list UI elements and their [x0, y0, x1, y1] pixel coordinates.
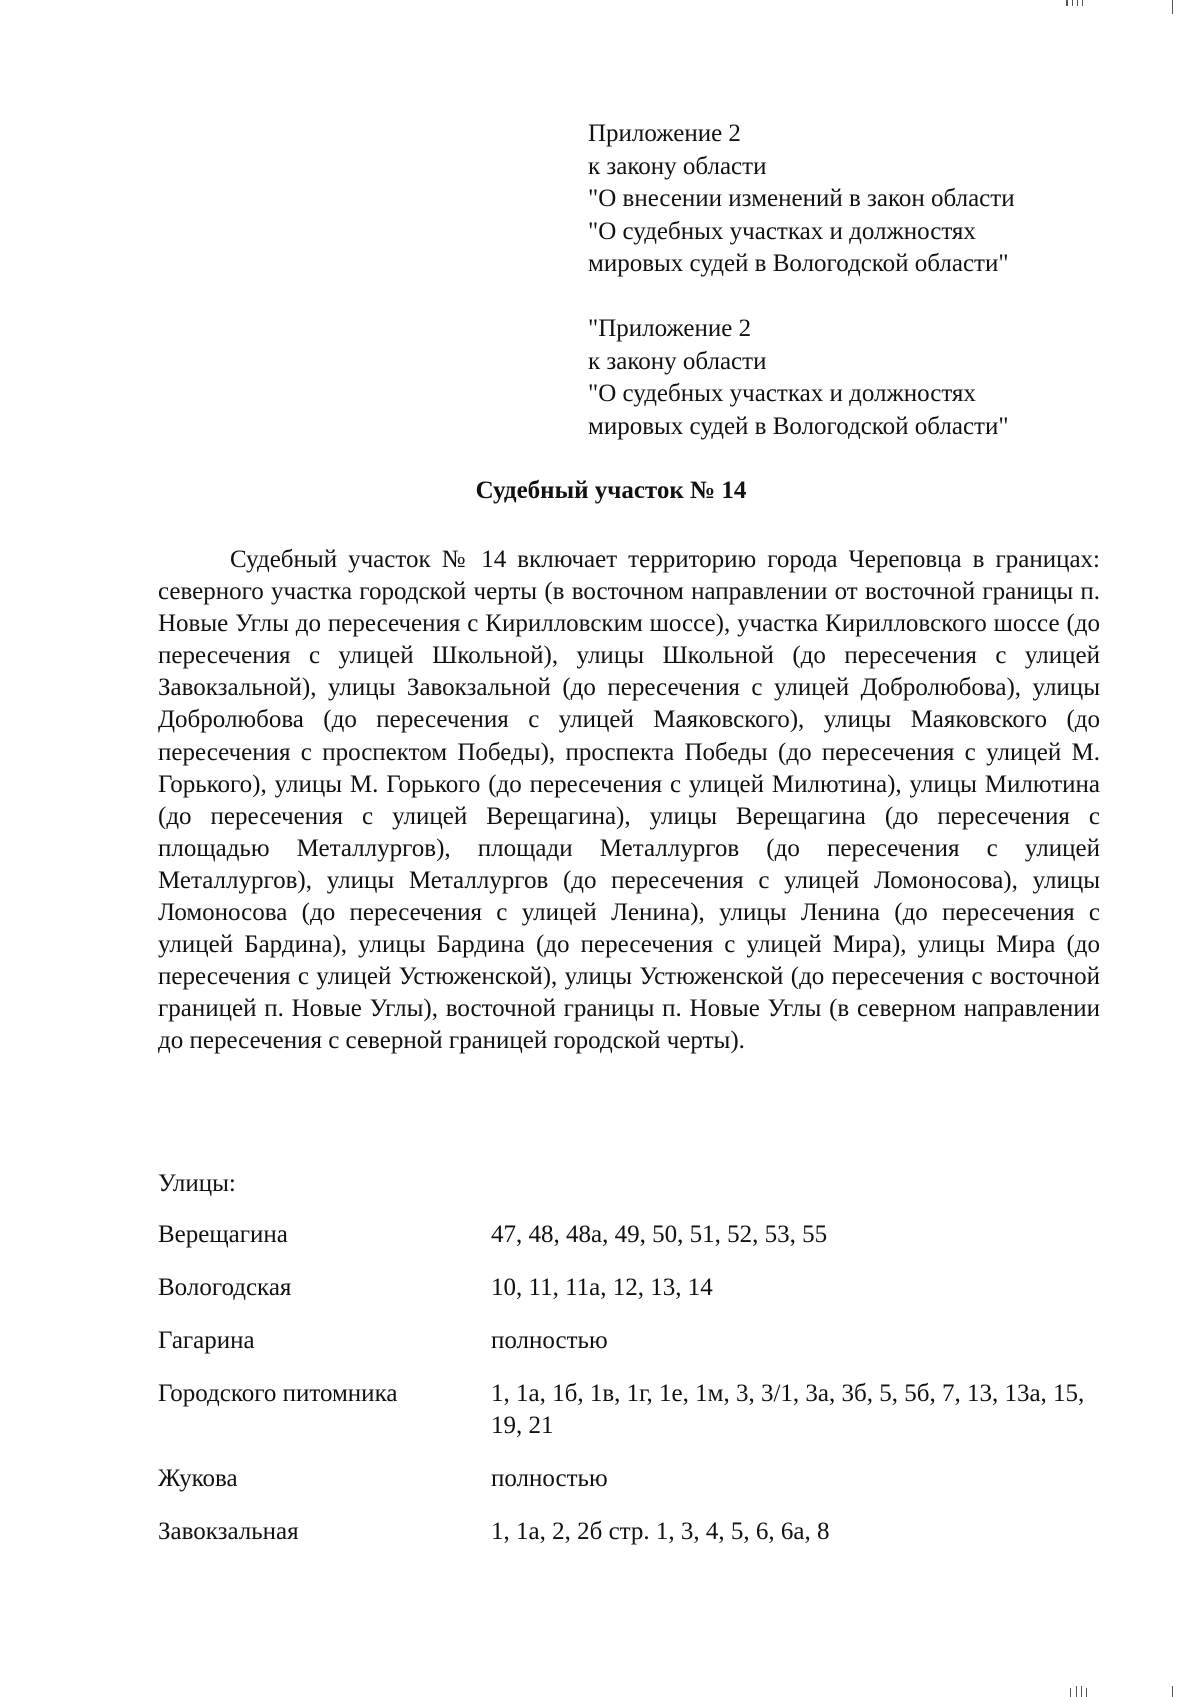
- scan-mark: [1070, 1688, 1071, 1697]
- street-name: Жукова: [158, 1465, 238, 1492]
- street-houses: 10, 11, 11а, 12, 13, 14: [491, 1274, 713, 1301]
- scan-mark: [1066, 0, 1068, 6]
- street-name: Завокзальная: [158, 1518, 299, 1545]
- streets-heading: Улицы:: [158, 1170, 236, 1197]
- street-row: [158, 1272, 1100, 1304]
- scan-mark: [1086, 1688, 1087, 1697]
- appendix-header-line: "О внесении изменений в закон области: [588, 185, 1015, 212]
- scan-mark: [1072, 0, 1073, 6]
- street-row: [158, 1219, 1100, 1251]
- appendix-new-line: мировых судей в Вологодской области": [588, 412, 1009, 440]
- street-row: [158, 1516, 1100, 1548]
- scan-mark: [1082, 0, 1083, 6]
- street-row: [158, 1325, 1100, 1357]
- appendix-header-line: мировых судей в Вологодской области": [588, 250, 1009, 277]
- appendix-header-line: к закону области: [588, 152, 767, 180]
- street-houses: полностью: [491, 1327, 608, 1354]
- street-name: Вологодская: [158, 1274, 292, 1301]
- scan-mark: [1081, 1686, 1082, 1697]
- appendix-header-line: Приложение 2: [588, 120, 741, 147]
- street-houses: 1, 1а, 2, 2б стр. 1, 3, 4, 5, 6, 6а, 8: [491, 1518, 830, 1545]
- scan-mark: [1172, 0, 1173, 14]
- street-name: Гагарина: [158, 1327, 255, 1354]
- street-name: Городского питомника: [158, 1380, 398, 1407]
- scan-mark: [1172, 1686, 1173, 1697]
- appendix-new-line: "О судебных участках и должностях: [588, 380, 976, 407]
- appendix-new-line: к закону области: [588, 347, 767, 375]
- street-name: Верещагина: [158, 1221, 288, 1248]
- street-row: [158, 1378, 1100, 1442]
- section-title: Судебный участок № 14: [475, 477, 747, 504]
- scan-mark: [1076, 1686, 1077, 1697]
- appendix-new-wording: [588, 313, 1108, 443]
- street-row: [158, 1463, 1100, 1495]
- appendix-new-line: "Приложение 2: [588, 315, 752, 342]
- appendix-header: [588, 118, 1108, 281]
- street-houses: полностью: [491, 1465, 608, 1492]
- streets-list: [158, 1219, 1100, 1569]
- section-description: Судебный участок № 14 включает территорию города Череповца в границах: северного участка городской черты (в восточном направлении от восточной границы п. Новые Углы до пересечения с Кирилловским шоссе), участка Кирилловского шоссе (до пересечения с улицей Школьной), улицы Школьной (до пересечения с улицей Завокзальной), улицы Завокзальной (до пересечения с улицей Добролюбова), улицы Добролюбова (до пересечения с улицей Маяковского), улицы Маяковского (до пересечения с проспектом Победы), проспекта Победы (до пересечения с улицей М. Горького), улицы М. Горького (до пересечения с улицей Милютина), улицы Милютина (до пересечения с улицей Верещагина), улицы Верещагина (до пересечения с площадью Металлургов), площади Металлургов (до пересечения с улицей Металлургов), улицы Металлургов (до пересечения с улицей Ломоносова), улицы Ломоносова (до пересечения с улицей Ленина), улицы Ленина (до пересечения с улицей Бардина), улицы Бардина (до пересечения с улицей Мира), улицы Мира (до пересечения с улицей Устюженской), улицы Устюженской (до пересечения с восточной границей п. Новые Углы), восточной границы п. Новые Углы (в северном направлении до пересечения с северной границей городской черты).: [158, 546, 1100, 1055]
- scan-mark: [1077, 0, 1078, 6]
- appendix-header-line: "О судебных участках и должностях: [588, 217, 976, 245]
- street-houses: 47, 48, 48а, 49, 50, 51, 52, 53, 55: [491, 1221, 828, 1248]
- street-houses: 1, 1а, 1б, 1в, 1г, 1е, 1м, 3, 3/1, 3а, 3б, 5, 5б, 7, 13, 13а, 15, 19, 21: [491, 1380, 1085, 1439]
